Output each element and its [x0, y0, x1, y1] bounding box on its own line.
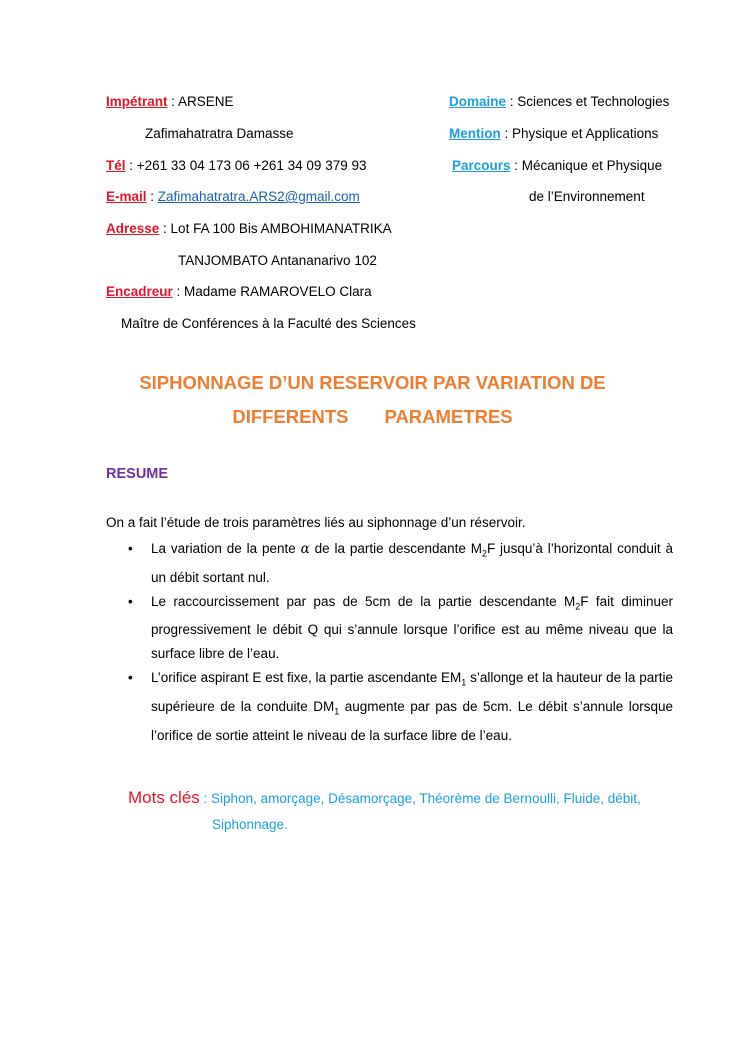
mention-value: : Physique et Applications — [500, 126, 659, 141]
parcours-line2: de l’Environnement — [529, 189, 645, 204]
keywords-label: Mots clés — [128, 788, 200, 807]
bullet2-text-b: F fait diminuer progressivement le débit Q qui s’annule lorsque l’orifice est au même niveau que la surface libre de l’eau. — [151, 593, 673, 662]
bullet-icon: • — [128, 593, 133, 609]
domaine-line — [449, 93, 669, 111]
bullet3-subscript1: 1 — [461, 678, 467, 689]
resume-intro: On a fait l’étude de trois paramètres liés au siphonnage d’un réservoir. — [106, 515, 526, 530]
encadreur-label: Encadreur — [106, 284, 173, 299]
bullet-icon: • — [128, 541, 133, 556]
bullet1-text-c: F jusqu’à l’horizontal conduit à un débit sortant nul. — [151, 541, 673, 585]
adresse-line2: TANJOMBATO Antananarivo 102 — [178, 253, 377, 268]
bullet3-text-c: augmente par pas de 5cm. Le débit s’annule lorsque l’orifice de sortie atteint le niveau de la surface libre de l’eau. — [151, 699, 673, 743]
bullet3-subscript2: 1 — [334, 706, 340, 717]
document-title-line2: DIFFERENTS PARAMETRES — [232, 406, 513, 427]
bullet3-text-a: L’orifice aspirant E est fixe, la partie ascendante EM — [151, 670, 462, 686]
encadreur-line — [106, 283, 372, 301]
impetrant-line — [106, 93, 234, 111]
email-line — [106, 188, 360, 206]
tel-line — [106, 157, 367, 175]
keywords-list: : Siphon, amorçage, Désamorçage, Théorème de Bernoulli, Fluide, débit, — [199, 791, 641, 806]
tel-value: : +261 33 04 173 06 +261 34 09 379 93 — [125, 158, 367, 173]
adresse-line — [106, 220, 392, 238]
bullet1-text-a: La variation de la pente — [151, 541, 301, 556]
domaine-value: : Sciences et Technologies — [506, 94, 670, 109]
bullet2-text-a: Le raccourcissement par pas de 5cm de la partie descendante M — [151, 593, 576, 609]
resume-heading: RESUME — [106, 466, 169, 482]
bullet1-subscript: 2 — [481, 548, 487, 559]
keywords-line2: Siphonnage. — [212, 817, 288, 832]
impetrant-value: : ARSENE — [167, 94, 234, 109]
list-item — [106, 537, 673, 590]
keywords-line1 — [128, 788, 641, 809]
tel-label: Tél — [106, 158, 126, 173]
mention-label: Mention — [449, 126, 501, 141]
parcours-label: Parcours — [452, 158, 511, 173]
encadreur-line2: Maître de Conférences à la Faculté des Sciences — [121, 316, 416, 331]
bullet2-subscript: 2 — [575, 601, 581, 612]
document-title-line1: SIPHONNAGE D’UN RESERVOIR PAR VARIATION DE — [139, 372, 606, 393]
bullet1-text-b: de la partie descendante M — [309, 541, 482, 556]
domaine-label: Domaine — [449, 94, 507, 109]
adresse-label: Adresse — [106, 221, 160, 236]
resume-body — [106, 513, 673, 748]
parcours-value: : Mécanique et Physique — [510, 158, 663, 173]
email-sep: : — [146, 189, 158, 204]
impetrant-label: Impétrant — [106, 94, 168, 109]
bullet-icon: • — [128, 670, 133, 686]
encadreur-value: : Madame RAMAROVELO Clara — [172, 284, 372, 299]
list-item — [106, 590, 673, 667]
alpha-symbol: α — [300, 541, 310, 557]
mention-line — [449, 125, 658, 143]
list-item — [106, 666, 673, 747]
parcours-line — [452, 157, 662, 175]
adresse-value: : Lot FA 100 Bis AMBOHIMANATRIKA — [159, 221, 392, 236]
email-label: E-mail — [106, 189, 147, 204]
impetrant-name-line2: Zafimahatratra Damasse — [145, 126, 294, 141]
bullet3-text-b: s’allonge et la hauteur de la partie supérieure de la conduite DM — [151, 670, 673, 715]
email-link[interactable]: Zafimahatratra.ARS2@gmail.com — [157, 189, 360, 204]
resume-bullet-list — [106, 537, 673, 748]
